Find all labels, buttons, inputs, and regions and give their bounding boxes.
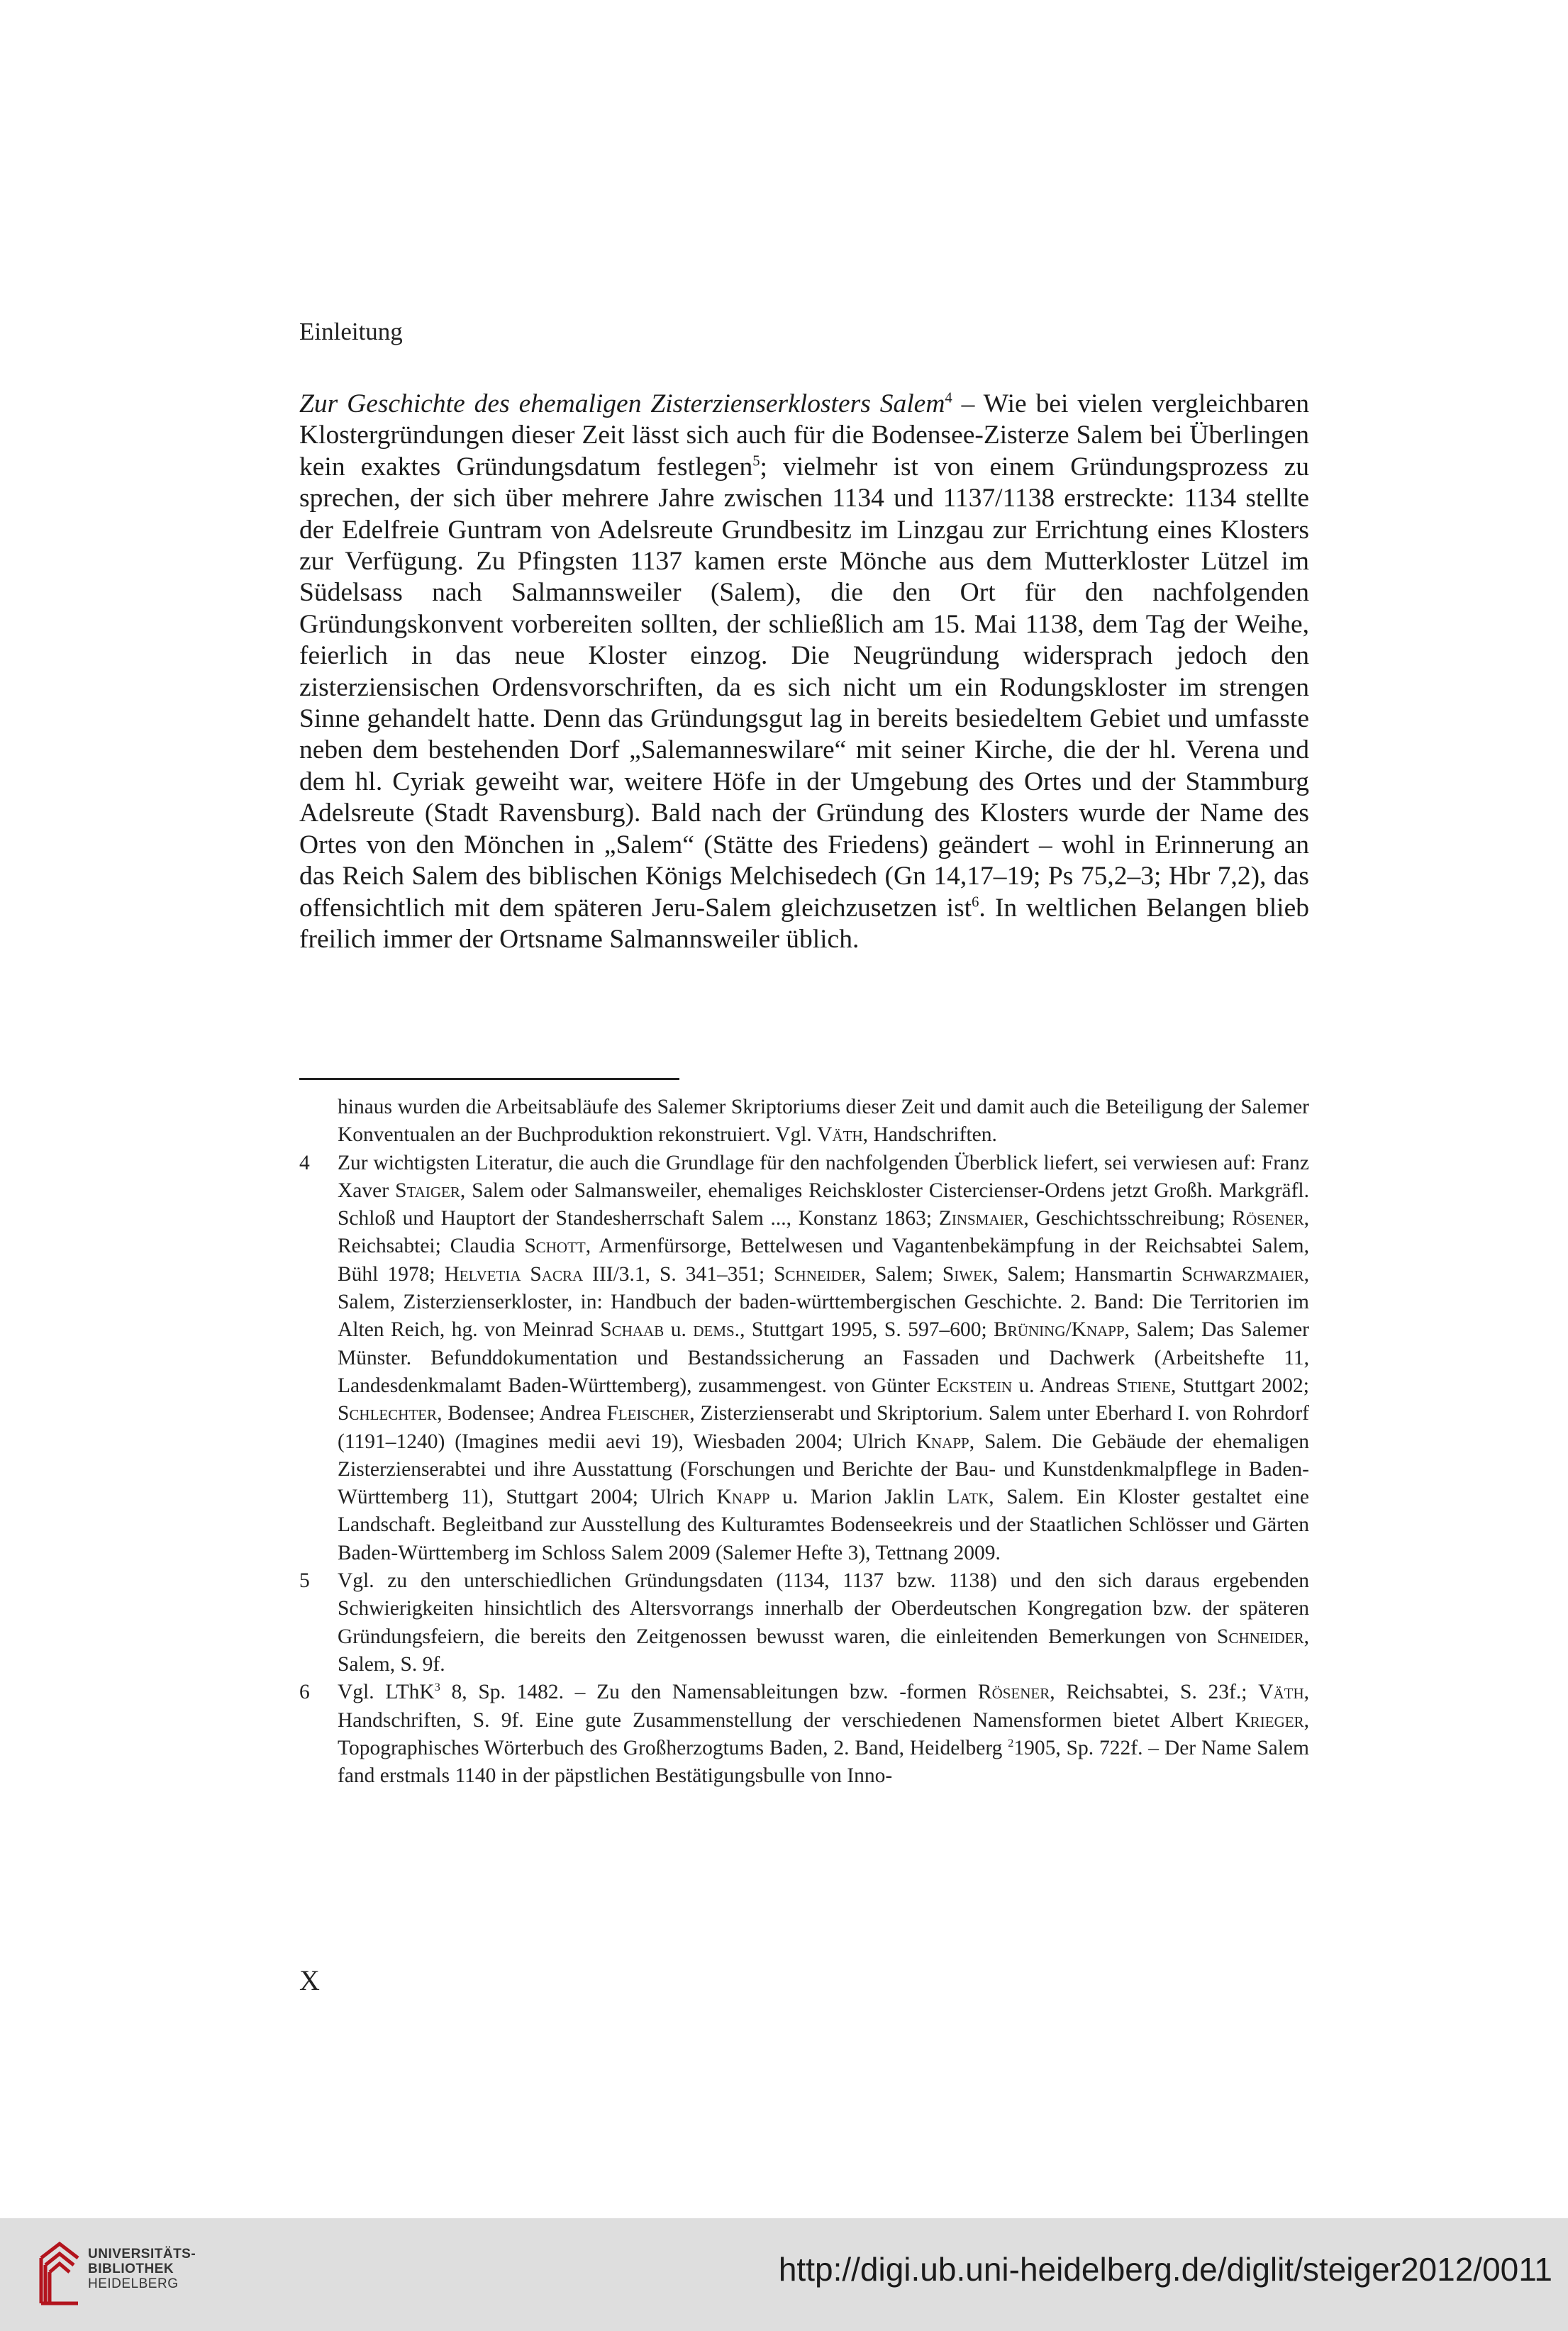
footnote-separator (299, 1078, 679, 1080)
footnote-text: , Handschriften, S. 9f. Eine gute Zusammenstellung der verschiedenen Namensformen bietet Albert (338, 1681, 1309, 1732)
paragraph-text-1: – Wie bei vielen vergleichbaren Klostergründungen dieser Zeit lässt sich auch für die Bodensee-Zisterze Salem bei Überlingen kein exaktes Gründungsdatum festlegen (299, 389, 1309, 482)
footnote-text: u. Andreas (1011, 1374, 1116, 1397)
section-lead-title: Zur Geschichte des ehemaligen Zisterzienserklosters Salem (299, 389, 945, 418)
author-name: Zinsmaier (938, 1207, 1024, 1230)
footnote-text: , Reichsabtei, S. 23f.; (1050, 1681, 1259, 1704)
author-name: Rösener (1232, 1207, 1304, 1230)
footnote-text: 1905, Sp. 722f. – Der Name Salem fand erstmals 1140 in der päpstlichen Bestätigungsbulle von Inno- (338, 1736, 1310, 1788)
footnote-text: , Salem, Zisterzienserkloster, in: Handbuch der baden-württembergischen Geschichte. 2. Band: Die Territorien im Alten Reich, hg. von Meinrad (338, 1262, 1310, 1342)
paragraph-text-2: ; vielmehr ist von einem Gründungsprozess zu sprechen, der sich über mehrere Jahre zwischen 1134 und 1137/1138 erstreckte: 1134 stellte der Edelfreie Guntram von Adelsreute Grundbesitz im Linzgau zur Errichtung eines Klosters zur Verfügung. Zu Pfingsten 1137 kamen erste Mönche aus dem Mutterkloster Lützel im Südelsass nach Salmannsweiler (Salem), die den Ort für den nachfolgenden Gründungskonvent vorbereiten sollten, der schließlich am 15. Mai 1138, dem Tag der Weihe, feierlich in das neue Kloster einzog. Die Neugründung widersprach jedoch den zisterziensischen Ordensvorschriften, da es sich nicht um ein Rodungskloster im strengen Sinne gehandelt hatte. Denn das Gründungsgut lag in bereits besiedeltem Gebiet und umfasste neben dem bestehenden Dorf „Salemanneswilare“ mit seiner Kirche, die der hl. Verena und dem hl. Cyriak geweiht war, weitere Höfe in der Umgebung des Ortes und der Stammburg Adelsreute (Stadt Ravensburg). Bald nach der Gründung des Klosters wurde der Name des Ortes von den Mönchen in „Salem“ (Stätte des Friedens) geändert – wohl in Erinnerung an das Reich Salem des biblischen Königs Melchisedech (Gn 14,17–19; Ps 75,2–3; Hbr 7,2), das offensichtlich mit dem späteren Jeru-Salem gleichzusetzen ist (299, 452, 1309, 923)
footnote-text: hinaus wurden die Arbeitsabläufe des Salemer Skriptoriums dieser Zeit und damit auch die Beteiligung der Salemer Konventualen an der Buchproduktion rekonstruiert. Vgl. (338, 1096, 1309, 1147)
footnote-text: , Salem. Ein Kloster gestaltet eine Landschaft. Begleitband zur Ausstellung des Kulturamtes Bodenseekreis und der Staatlichen Schlösser und Gärten Baden-Württemberg im Schloss Salem 2009 (Salemer Hefte 3), Tettnang 2009. (338, 1486, 1309, 1564)
edition-superscript: 3 (434, 1681, 440, 1694)
footnote-ref-4[interactable]: 4 (945, 390, 952, 406)
author-name: Staiger (395, 1179, 460, 1202)
paragraph-text-3: . In weltlichen Belangen blieb freilich immer der Ortsname Salmannsweiler üblich. (299, 893, 1309, 954)
footnote-text: Vgl. zu den unterschiedlichen Gründungsdaten (1134, 1137 bzw. 1138) und den sich daraus ergebenden Schwierigkeiten hinsichtlich des Altersvorrangs innerhalb der Oberdeutschen Kongregation bzw. der späteren Gründungsfeiern, die bereits den Zeitgenossen bewusst waren, die einleitenden Bemerkungen von (338, 1569, 1309, 1648)
author-name: Stiene (1116, 1374, 1172, 1397)
author-name: Schaab (600, 1318, 665, 1342)
footnote-ref-6[interactable]: 6 (972, 894, 979, 910)
footnote-6 (299, 1679, 1309, 1790)
footnote-text: Zur wichtigsten Literatur, die auch die Grundlage für den nachfolgenden Überblick liefert, sei verwiesen auf: Franz Xaver (338, 1151, 1309, 1202)
running-head: Einleitung (299, 318, 403, 345)
library-name-line: BIBLIOTHEK (88, 2262, 174, 2276)
footnote-text: u. Marion Jaklin (769, 1486, 947, 1509)
footnote-text: , Bodensee; Andrea (437, 1402, 607, 1425)
edition-superscript: 2 (1008, 1737, 1014, 1749)
page-number: X (299, 1964, 320, 1996)
footnote-text: , Salem, S. 9f. (338, 1625, 1309, 1676)
footnote-text: III/3.1, S. 341–351; (583, 1262, 774, 1286)
footnote-text: , Topographisches Wörterbuch des Großherzogtums Baden, 2. Band, Heidelberg (338, 1708, 1309, 1759)
author-name: Schneider (774, 1262, 861, 1286)
footnote-text: , Geschichtsschreibung; (1023, 1207, 1233, 1230)
footnote-text: , Salem; (860, 1262, 943, 1286)
author-name: Knapp (916, 1430, 969, 1453)
digitization-footer (0, 2218, 1568, 2331)
footnote-continuation (299, 1094, 1309, 1150)
library-name (88, 2247, 196, 2291)
footnote-text: , Salem; Das Salemer Münster. Befunddokumentation und Bestandssicherung an Fassaden und Dachwerk (Arbeitshefte 11, Landesdenkmalamt Baden-Württemberg), zusammengest. von Günter (338, 1318, 1309, 1397)
footnote-text: 8, Sp. 1482. – Zu den Namensableitungen bzw. -formen (440, 1681, 978, 1704)
author-name: Latk (947, 1486, 989, 1509)
footnote-text: , Salem; Hansmartin (993, 1262, 1181, 1286)
author-name: Eckstein (936, 1374, 1012, 1397)
author-name: Brüning/Knapp (994, 1318, 1125, 1342)
author-name: Fleischer (606, 1402, 690, 1425)
footnote-4 (299, 1150, 1309, 1567)
document-url-link[interactable]: http://digi.ub.uni-heidelberg.de/diglit/steiger2012/0011 (778, 2251, 1552, 2288)
author-name: Helvetia Sacra (444, 1262, 584, 1286)
footnote-text: , Salem. Die Gebäude der ehemaligen Zisterzienserabtei und ihre Ausstattung (Forschungen und Berichte der Bau- und Kunstdenkmalpflege in Baden-Württemberg 11), Stuttgart 2004; Ulrich (338, 1430, 1310, 1509)
footnote-text: , Stuttgart 1995, S. 597–600; (740, 1318, 994, 1342)
footnote-number: 5 (299, 1569, 310, 1593)
library-name-line: HEIDELBERG (88, 2276, 179, 2291)
footnote-5 (299, 1567, 1309, 1679)
author-name: Siwek (942, 1262, 994, 1286)
author-name: Schwarzmaier (1181, 1262, 1304, 1286)
footnote-ref-5[interactable]: 5 (752, 453, 760, 469)
library-name-line: UNIVERSITÄTS- (88, 2247, 196, 2262)
author-name: dems. (693, 1318, 740, 1342)
author-name: Knapp (716, 1486, 770, 1509)
author-name: Schott (524, 1235, 586, 1258)
footnote-text: , Zisterzienserabt und Skriptorium. Salem unter Eberhard I. von Rohrdorf (1191–1240) (Imagines medii aevi 19), Wiesbaden 2004; Ulrich (338, 1402, 1309, 1453)
author-name: Schneider (1217, 1625, 1304, 1648)
author-name: Schlechter (338, 1402, 438, 1425)
author-name: Rösener (977, 1681, 1050, 1704)
author-name: Väth (1258, 1681, 1304, 1704)
footnotes (299, 1094, 1309, 1790)
footnote-number: 4 (299, 1151, 310, 1174)
footnote-text: Vgl. LThK (338, 1681, 435, 1704)
footnote-text: , Salem oder Salmansweiler, ehemaliges Reichskloster Cistercienser-Ordens jetzt Großh. Markgräfl. Schloß und Hauptort der Standesherrschaft Salem ..., Konstanz 1863; (338, 1179, 1309, 1230)
footnote-text: , Stuttgart 2002; (1171, 1374, 1309, 1397)
footnote-text: , Armenfürsorge, Bettelwesen und Vagantenbekämpfung in der Reichsabtei Salem, Bühl 1978; (338, 1235, 1309, 1286)
main-paragraph (299, 389, 1309, 955)
footnote-text: , Reichsabtei; Claudia (338, 1207, 1309, 1258)
author-name: Väth (817, 1123, 863, 1147)
footnote-number: 6 (299, 1681, 310, 1704)
footnote-text: , Handschriften. (862, 1123, 997, 1147)
footnote-text: u. (664, 1318, 694, 1342)
author-name: Krieger (1235, 1708, 1304, 1732)
